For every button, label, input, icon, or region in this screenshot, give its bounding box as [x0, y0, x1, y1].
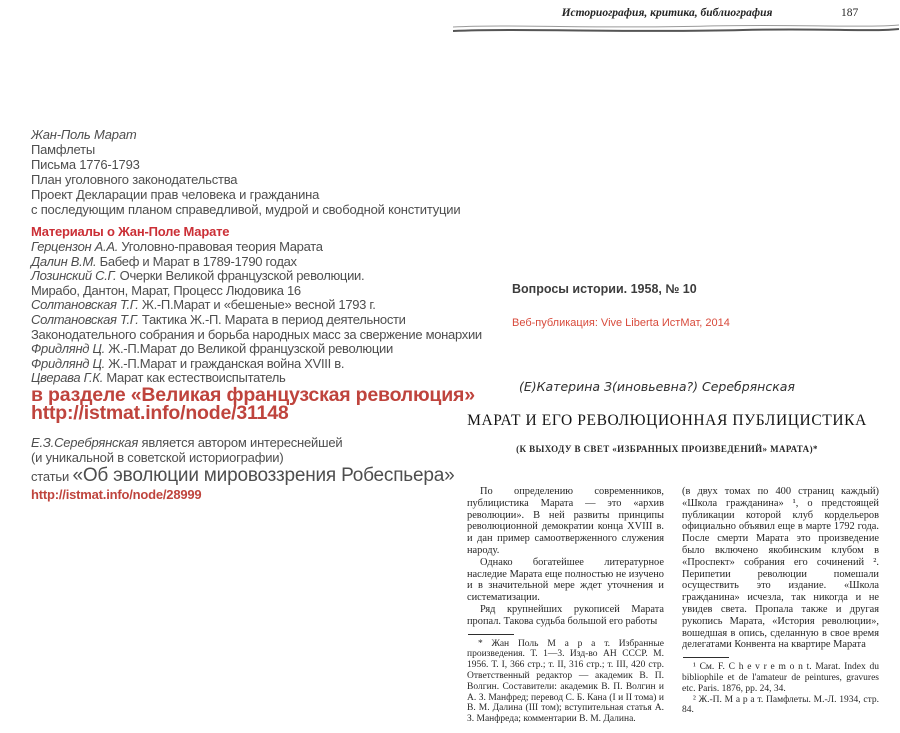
journal-reference: Вопросы истории. 1958, № 10 — [512, 282, 697, 296]
footnote: ¹ См. F. C h e v r e m o n t. Marat. Index du bibliophile et de l'amateur de peintures, gravures etc. Paris. 1876, pp. 24, 34. — [682, 662, 879, 694]
works-title: Жан-Поль Марат — [31, 127, 137, 142]
section-link-url[interactable]: http://istmat.info/node/31148 — [31, 402, 289, 424]
body-paragraph: По определению современников, публицистика Марата — это «архив революции». В ней развиты принципы революционной демократии конца XVIII в. и дан пример самоотверженного служения народу. — [467, 486, 664, 556]
running-head — [455, 7, 879, 19]
materials-item-author: Фридлянд Ц. — [31, 355, 105, 371]
works-line: Памфлеты — [31, 142, 96, 157]
section-link-title: в разделе «Великая французская революция» — [31, 384, 475, 406]
footnote: ² Ж.-П. М а р а т. Памфлеты. М.-Л. 1934, стр. 84. — [682, 694, 879, 716]
materials-item-text: Ж.-П.Марат и гражданская война XVIII в. — [104, 355, 345, 371]
about-author-line2: (и уникальной в советской историографии) — [31, 450, 284, 465]
article-url[interactable]: http://istmat.info/node/28999 — [31, 487, 202, 502]
article-title: МАРАТ И ЕГО РЕВОЛЮЦИОННАЯ ПУБЛИЦИСТИКА — [467, 412, 867, 429]
about-author-line1 — [31, 435, 454, 450]
materials-item-text: Марат как естествоиспытатель — [103, 370, 286, 386]
materials-item — [31, 313, 482, 328]
works-line: Проект Декларации прав человека и гражданина — [31, 187, 320, 202]
materials-item-text: Тактика Ж.-П. Марата в период деятельности — [138, 311, 406, 327]
materials-item-author: Герцензон А.А. — [31, 239, 119, 254]
materials-item — [31, 357, 482, 372]
materials-item-author: Лозинский С.Г. — [31, 268, 117, 284]
materials-item-text: Ж.-П.Марат до Великой французской революции — [104, 341, 393, 357]
body-paragraph: (в двух томах по 400 страниц каждый) «Школа гражданина» ¹, о предстоящей публикации которой клуб кордельеров официально объявил еще в марте 1792 года. После смерти Марата это произведение было включено якобинским клубом в «Проспект» собрания его сочинений ². Перипетии революции помешали осуществить это издание. «Школа гражданина» исчезла, так никогда и не увидев света. Пропала также и другая рукопись Марата, «История революции», вошедшая в опись, сделанную в свое время делегатами Конвента на квартире Марата — [682, 486, 879, 651]
about-author-line3-prefix: статьи — [31, 469, 73, 484]
web-publication-note: Веб-публикация: Vive Liberta ИстМат, 2014 — [512, 317, 730, 329]
materials-item-text: Законодательного собрания и борьба народных масс за свержение монархии — [31, 326, 482, 342]
body-paragraph: Однако богатейшее литературное наследие Марата еще полностью не изучено и в значительной мере ждет уточнения и систематизации. — [467, 556, 664, 604]
materials-item — [31, 342, 482, 357]
materials-item-text: Бабеф и Марат в 1789-1790 годах — [96, 253, 297, 269]
materials-item-author: Фридлянд Ц. — [31, 341, 105, 357]
works-line: с последующим планом справедливой, мудрой и свободной конституции — [31, 202, 461, 217]
materials-heading: Материалы о Жан-Поле Марате — [31, 224, 230, 239]
materials-item-author: Солтановская Т.Г. — [31, 311, 139, 327]
materials-item-text: Очерки Великой французской революции. — [116, 268, 365, 284]
article-author: (Е)Катерина З(иновьевна?) Серебрянская — [519, 379, 795, 394]
about-author-line1-rest: является автором интереснейшей — [138, 435, 343, 450]
article-subtitle: (К ВЫХОДУ В СВЕТ «ИЗБРАННЫХ ПРОИЗВЕДЕНИЙ» МАРАТА)* — [516, 444, 818, 454]
materials-item — [31, 269, 482, 284]
materials-item — [31, 328, 482, 343]
materials-item-author: Солтановская Т.Г. — [31, 297, 139, 313]
materials-item — [31, 284, 482, 299]
footnote-rule — [468, 634, 514, 635]
running-title: Историография, критика, библиография — [561, 7, 773, 19]
page-number: 187 — [841, 7, 859, 19]
materials-item — [31, 298, 482, 313]
works-line: План уголовного законодательства — [31, 172, 238, 187]
about-author-article-title: «Об эволюции мировоззрения Робеспьера» — [72, 465, 455, 486]
about-author-line3 — [31, 465, 454, 487]
scan-column-2 — [682, 486, 879, 716]
works-line: Письма 1776-1793 — [31, 157, 140, 172]
materials-item — [31, 255, 482, 270]
materials-item-text: Ж.-П.Марат и «бешеные» весной 1793 г. — [138, 297, 376, 313]
materials-item-author: Далин В.М. — [31, 253, 97, 269]
materials-item-text: Мирабо, Дантон, Марат, Процесс Людовика 16 — [31, 282, 301, 298]
body-paragraph: Ряд крупнейших рукописей Марата пропал. Такова судьба большой его работы — [467, 603, 664, 627]
materials-item-text: Уголовно-правовая теория Марата — [118, 239, 323, 254]
works-list — [31, 127, 460, 217]
footnote: * Жан Поль М а р а т. Избранные произведения. Т. 1—3. Изд-во АН СССР. М. 1956. Т. I, 366 стр.; т. II, 316 стр.; т. III, 420 стр. Ответственный редактор — академик В. П. Волгин. Составители: академик В. П. Волгин и А. З. Манфред; перевод С. Б. Кана (I и II тома) и В. М. Далина (III том); вступительная статья А. З. Манфреда; комментарии В. М. Далина. — [467, 638, 664, 725]
materials-item — [31, 240, 482, 255]
footnote-rule — [683, 657, 729, 658]
header-rule-lines — [453, 21, 899, 35]
scan-column-1 — [467, 486, 664, 725]
materials-list — [31, 240, 482, 386]
section-link-block — [31, 386, 475, 422]
about-author-block — [31, 435, 454, 502]
about-author-name: Е.З.Серебрянская — [31, 435, 139, 450]
materials-item-author: Цверава Г.К. — [31, 370, 104, 386]
